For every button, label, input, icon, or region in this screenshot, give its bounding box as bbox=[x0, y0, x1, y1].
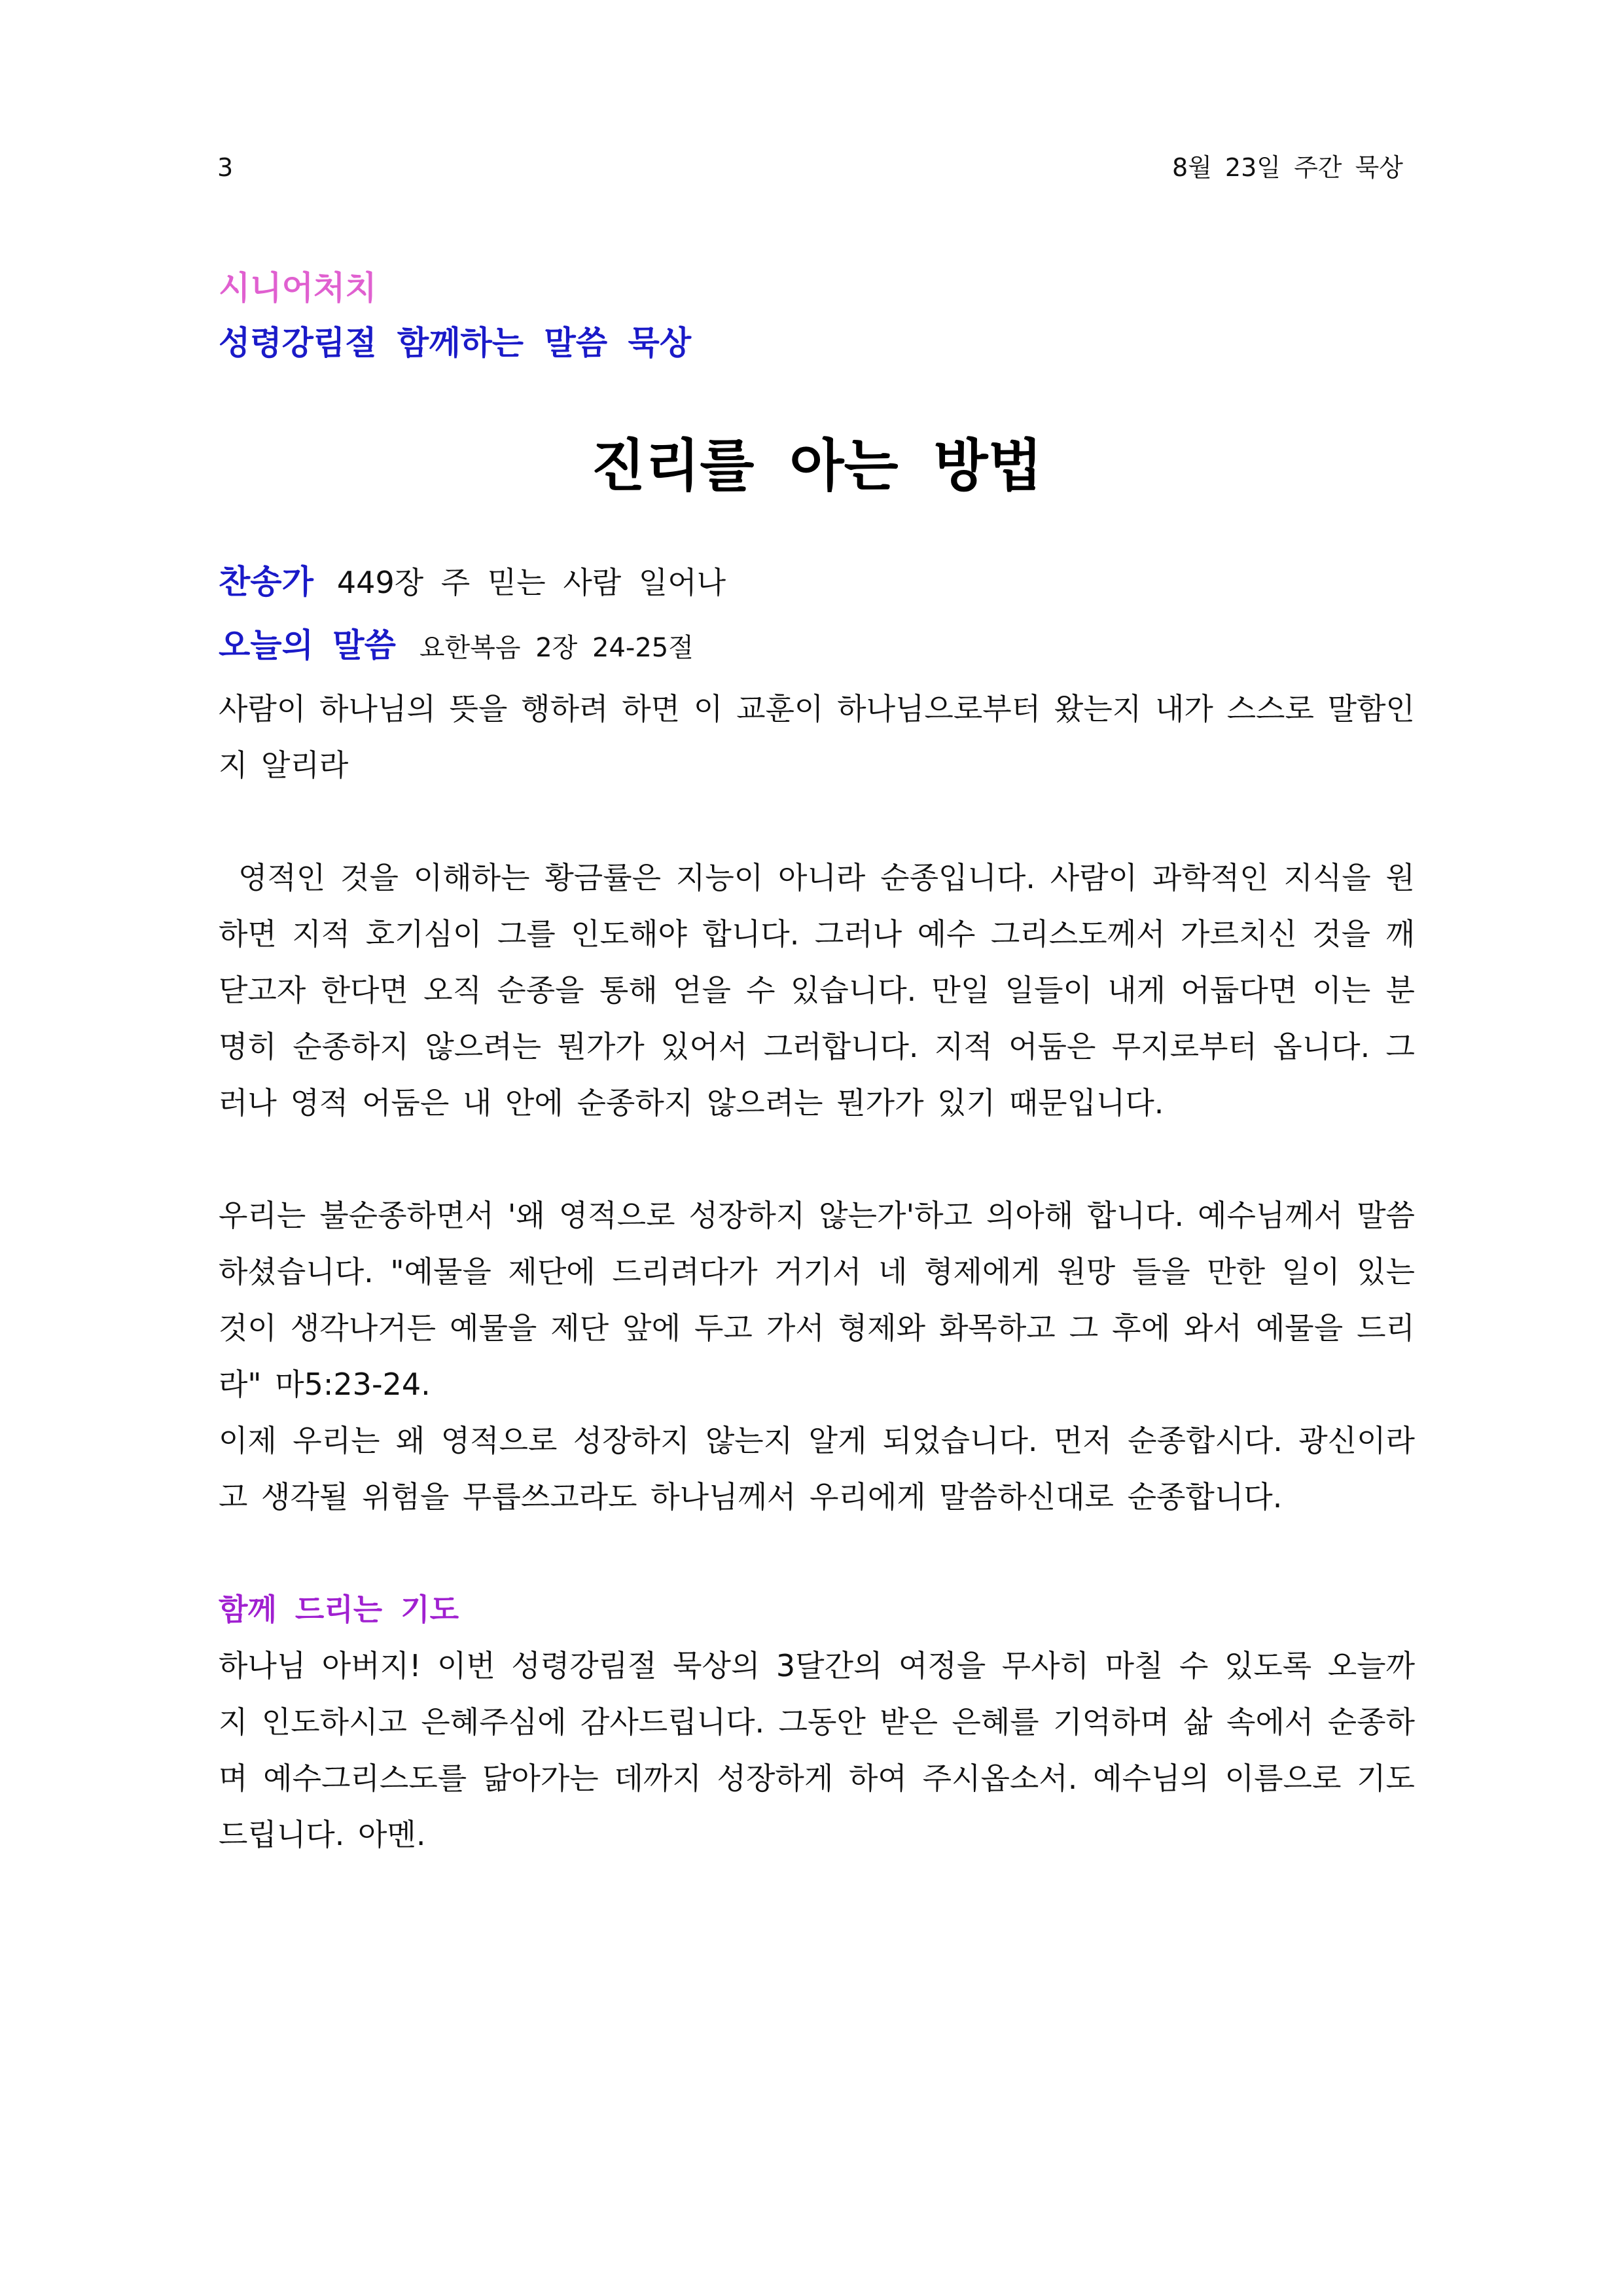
content-area bbox=[219, 260, 1415, 1863]
body-paragraph-2: 우리는 불순종하면서 '왜 영적으로 성장하지 않는가'하고 의아해 합니다. 예수님께서 말씀하셨습니다. "예물을 제단에 드리려다가 거기서 네 형제에게 원망 들을 만한 일이 있는 것이 생각나거든 예물을 제단 앞에 두고 가서 형제와 화목하고 그 후에 와서 예물을 드리라" 마5:23-24. bbox=[219, 1198, 1415, 1402]
scripture-reference: 요한복음 2장 24-25절 bbox=[419, 633, 694, 663]
hymn-text: 449장 주 믿는 사람 일어나 bbox=[336, 565, 726, 600]
hymn-row bbox=[219, 554, 1415, 618]
today-word-row bbox=[219, 618, 1415, 681]
scripture-verse: 사람이 하나님의 뜻을 행하려 하면 이 교훈이 하나님으로부터 왔는지 내가 스스로 말함인지 알리라 bbox=[219, 691, 1415, 783]
series-title: 성령강림절 함께하는 말씀 묵상 bbox=[219, 324, 692, 362]
today-word-label: 오늘의 말씀 bbox=[219, 626, 396, 664]
body-paragraph-3: 이제 우리는 왜 영적으로 성장하지 않는지 알게 되었습니다. 먼저 순종합시다. 광신이라고 생각될 위험을 무릅쓰고라도 하나님께서 우리에게 말씀하신대로 순종합니다. bbox=[219, 1423, 1415, 1515]
spacer bbox=[219, 793, 1415, 850]
page-title: 진리를 아는 방법 bbox=[591, 433, 1043, 499]
prayer-text: 하나님 아버지! 이번 성령강림절 묵상의 3달간의 여정을 무사히 마칠 수 있도록 오늘까지 인도하시고 은혜주심에 감사드립니다. 그동안 받은 은혜를 기억하며 삶 속에서 순종하며 예수그리스도를 닮아가는 데까지 성장하게 하여 주시옵소서. 예수님의 이름으로 기도드립니다. 아멘. bbox=[219, 1648, 1415, 1852]
spacer bbox=[219, 1131, 1415, 1187]
issue-date-header: 8월 23일 주간 묵상 bbox=[1171, 153, 1403, 182]
prayer-heading: 함께 드리는 기도 bbox=[219, 1592, 459, 1627]
page-number: 3 bbox=[217, 153, 234, 182]
church-name: 시니어처치 bbox=[219, 269, 377, 307]
body-paragraph-1: 영적인 것을 이해하는 황금률은 지능이 아니라 순종입니다. 사람이 과학적인 지식을 원하면 지적 호기심이 그를 인도해야 합니다. 그러나 예수 그리스도께서 가르치신 것을 깨닫고자 한다면 오직 순종을 통해 얻을 수 있습니다. 만일 일들이 내게 어둡다면 이는 분명히 순종하지 않으려는 뭔가가 있어서 그러합니다. 지적 어둠은 무지로부터 옵니다. 그러나 영적 어둠은 내 안에 순종하지 않으려는 뭔가가 있기 때문입니다. bbox=[219, 860, 1415, 1121]
spacer bbox=[219, 1525, 1415, 1581]
hymn-label: 찬송가 bbox=[219, 563, 313, 601]
